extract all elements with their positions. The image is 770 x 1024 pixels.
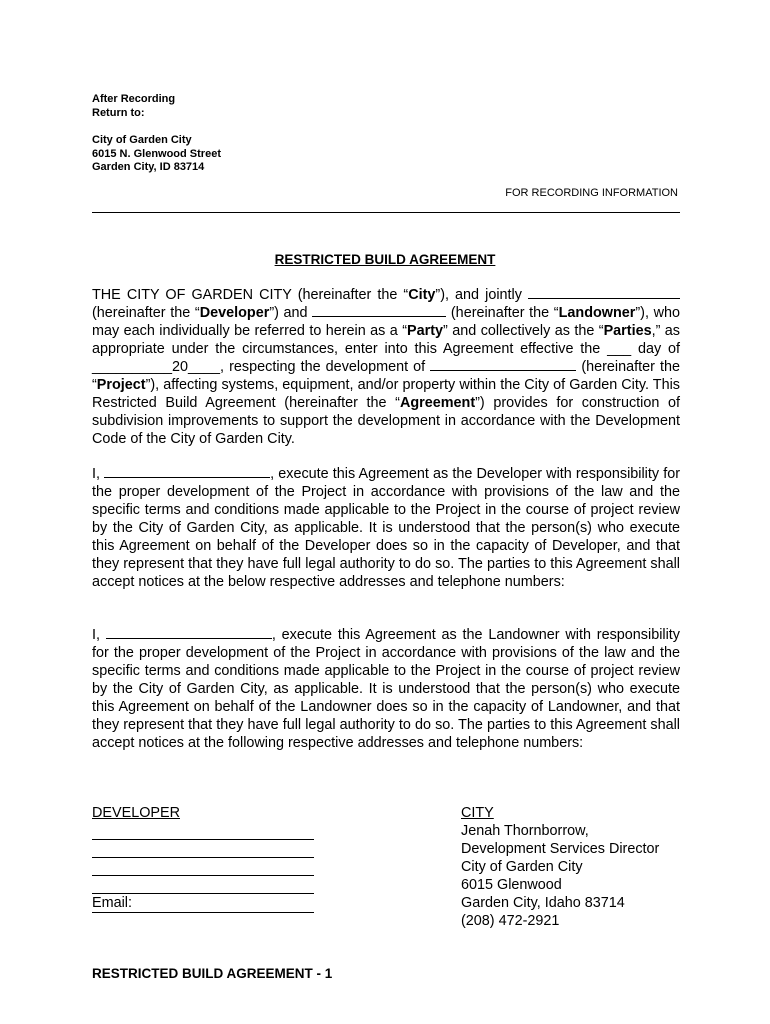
city-street: 6015 Glenwood <box>461 877 562 893</box>
jointly-blank[interactable] <box>528 286 680 299</box>
developer-line-1[interactable] <box>92 822 314 840</box>
city-city-state: Garden City, Idaho 83714 <box>461 895 625 911</box>
intro-paragraph: THE CITY OF GARDEN CITY (hereinafter the “City”), and jointly (hereinafter the “Developer”) and (hereinafter the “Landowner”), who may each individually be referred to herein as a “Party” and collectively as the “Parties,” as appropriate under the circumstances, enter into this Agreement effective the ___ day of __________20____, respecting the development of (hereinafter the “Project”), affecting systems, equipment, and/or property within the City of Garden City. This Restricted Build Agreement (hereinafter the “Agreement”) provides for construction of subdivision improvements to support the development in accordance with the Development Code of the City of Garden City. <box>92 287 681 447</box>
return-line-1: After Recording <box>92 93 176 105</box>
recording-info-label: FOR RECORDING INFORMATION <box>505 187 678 199</box>
landowner-signer-blank[interactable] <box>106 626 272 639</box>
city-contact-name: Jenah Thornborrow, <box>461 823 589 839</box>
developer-email-line[interactable] <box>92 894 314 913</box>
address-line-3: Garden City, ID 83714 <box>92 161 205 173</box>
city-heading: CITY <box>461 805 494 821</box>
landowner-paragraph: I, , execute this Agreement as the Landowner with responsibility for the proper development of the Project in accordance with provisions of the law and the specific terms and conditions made applicable to the Project in the course of project review by the City of Garden City, as applicable. It is understood that the person(s) who execute this Agreement on behalf of the Landowner does so in the capacity of Landowner, and that they represent that they have full legal authority to do so. The parties to this Agreement shall accept notices at the following respective addresses and telephone numbers: <box>92 627 680 751</box>
return-address <box>92 134 221 175</box>
city-contact-block <box>461 804 659 930</box>
address-line-1: City of Garden City <box>92 134 192 146</box>
city-contact-title: Development Services Director <box>461 841 660 857</box>
development-of-blank[interactable] <box>430 358 576 371</box>
developer-signature-block <box>92 804 314 913</box>
return-line-2: Return to: <box>92 106 145 119</box>
address-line-2: 6015 N. Glenwood Street <box>92 147 221 160</box>
developer-line-2[interactable] <box>92 840 314 858</box>
developer-name-blank[interactable] <box>104 465 270 478</box>
return-instructions <box>92 93 175 120</box>
developer-line-3[interactable] <box>92 858 314 876</box>
developer-line-4[interactable] <box>92 876 314 894</box>
developer-heading: DEVELOPER <box>92 805 180 821</box>
city-org: City of Garden City <box>461 859 583 875</box>
email-label: Email: <box>92 895 132 911</box>
landowner-name-blank[interactable] <box>312 304 446 317</box>
document-title: RESTRICTED BUILD AGREEMENT <box>274 252 496 267</box>
developer-paragraph: I, , execute this Agreement as the Developer with responsibility for the proper development of the Project in accordance with provisions of the law and the specific terms and conditions made applicable to the Project in the course of project review by the City of Garden City, as applicable. It is understood that the person(s) who execute this Agreement on behalf of the Developer does so in the capacity of Developer, and that they represent that they have full legal authority to do so. The parties to this Agreement shall accept notices at the below respective addresses and telephone numbers: <box>92 466 680 590</box>
header-divider <box>92 212 680 213</box>
city-phone: (208) 472-2921 <box>461 913 560 929</box>
page-footer: RESTRICTED BUILD AGREEMENT - 1 <box>92 966 333 981</box>
